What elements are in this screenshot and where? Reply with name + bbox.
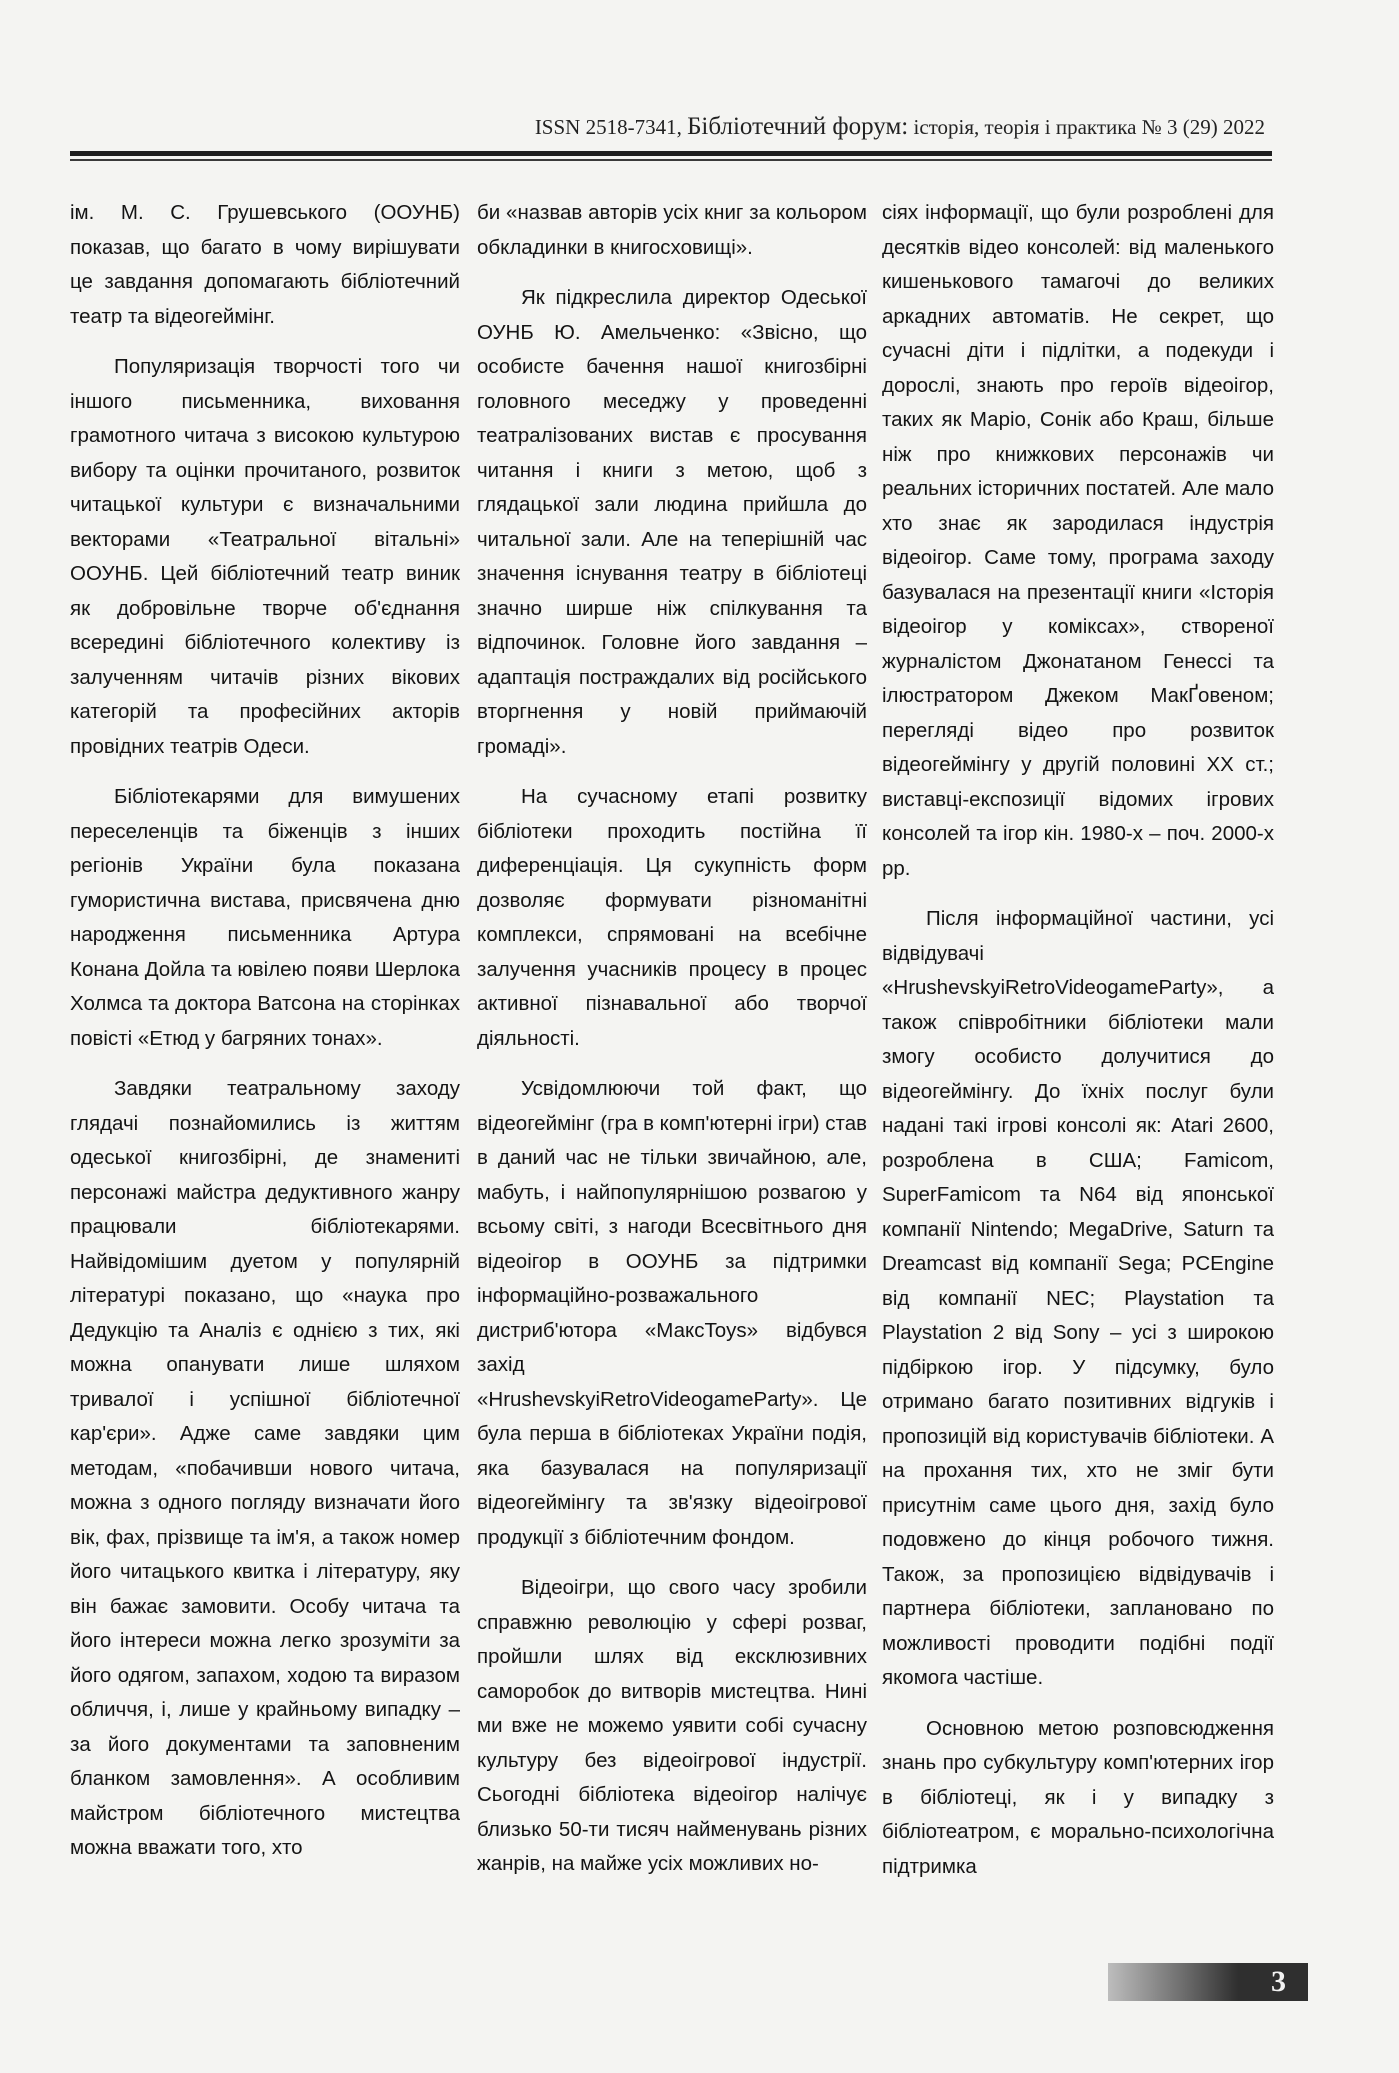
running-header [395,112,1265,142]
page-number-bar [1108,1963,1308,2001]
header-rule-thin [70,159,1272,161]
issn: ISSN 2518-7341, [534,115,682,139]
paragraph: ім. М. С. Грушевського (ООУНБ) показав, що багато в чому вирішувати це завдання допомагають бібліотечний театр та відеогеймінг. [70,201,460,328]
journal-subtitle: історія, теорія і практика № 3 (29) 2022 [913,115,1265,139]
header-rule-thick [70,151,1272,156]
paragraph: На сучасному етапі розвитку бібліотеки проходить постійна її диференціація. Ця сукупність форм дозволяє формувати різноманітні комплекси, спрямовані на всебічне залучення учасників процесу в процес активної пізнавальної або творчої діяльності. [477,785,867,1050]
paragraph: Бібліотекарями для вимушених переселенців та біженців з інших регіонів України була показана гумористична вистава, присвячена дню народження письменника Артура Конана Дойла та ювілею появи Шерлока Холмса та доктора Ватсона на сторінках повісті «Етюд у багряних тонах». [70,785,460,1050]
paragraph: сіях інформації, що були розроблені для десятків відео консолей: від маленького кишенькового тамагочі до великих аркадних автоматів. Не секрет, що сучасні діти і підлітки, а подекуди і дорослі, знають про героїв відеоігор, таких як Маріо, Сонік або Краш, більше ніж про книжкових персонажів чи реальних історичних постатей. Але мало хто знає як зародилася індустрія відеоігор. Саме тому, програма заходу базувалася на презентації книги «Історія відеоігор у коміксах», створеної журналістом Джонатаном Генессі та ілюстратором Джеком МакҐовеном; перегляді відео про розвиток відеогеймінгу у другій половині XX ст.; виставці-експозиції відомих ігрових консолей та ігор кін. 1980-х – поч. 2000-х рр. [882,201,1274,880]
paragraph: Після інформаційної частини, усі відвідувачі «HrushevskyiRetroVideogameParty», а також співробітники бібліотеки мали змогу особисто долучитися до відеогеймінгу. До їхніх послуг були надані такі ігрові консолі як: Atari 2600, розроблена в США; Famicom, SuperFamicom та N64 від японської компанії Nintendo; MegaDrive, Saturn та Dreamcast від компанії Sega; PCEngine від компанії NEC; Playstation та Playstation 2 від Sony – усі з широкою підбіркою ігор. У підсумку, було отримано багато позитивних відгуків і пропозицій від користувачів бібліотеки. А на прохання тих, хто не зміг бути присутнім саме цього дня, захід було подовжено до кінця робочого тижня. Також, за пропозицією відвідувачів і партнера бібліотеки, заплановано по можливості проводити подібні події якомога частіше. [882,907,1274,1689]
text-column-2 [477,196,867,1946]
journal-title: Бібліотечний форум: [687,113,909,140]
paragraph: Основною метою розповсюдження знань про субкультуру комп'ютерних ігор в бібліотеці, як і у випадку з бібліотеатром, є морально-психологічна підтримка [882,1716,1274,1878]
text-column-3 [882,196,1274,1946]
paragraph: Завдяки театральному заходу глядачі познайомились із життям одеської книгозбірні, де знамениті персонажі майстра дедуктивного жанру працювали бібліотекарями. Найвідомішим дуетом у популярній літературі показано, що «наука про Дедукцію та Аналіз є однією з тих, які можна опанувати лише шляхом тривалої і успішної бібліотечної кар'єри». Адже саме завдяки цим методам, «побачивши нового читача, можна з одного погляду визначати його вік, фах, прізвище та ім'я, а також номер його читацького квитка і літературу, яку він бажає замовити. Особу читача та його інтереси можна легко зрозуміти за його одягом, запахом, ходою та виразом обличчя, і, лише у крайньому випадку – за його документами та заповненим бланком замовлення». А особливим майстром бібліотечного мистецтва можна вважати того, хто [70,1077,460,1859]
page-number: 3 [1271,1965,1286,1998]
paragraph: би «назвав авторів усіх книг за кольором обкладинки в книгосховищі». [477,201,867,259]
paragraph: Популяризація творчості того чи іншого письменника, виховання грамотного читача з високою культурою вибору та оцінки прочитаного, розвиток читацької культури є визначальними векторами «Театральної вітальні» ООУНБ. Цей бібліотечний театр виник як добровільне творче об'єднання всередині бібліотечного колективу із залученням читачів різних вікових категорій та професійних акторів провідних театрів Одеси. [70,355,460,758]
paragraph: Відеоігри, що свого часу зробили справжню революцію у сфері розваг, пройшли шлях від ексклюзивних саморобок до витворів мистецтва. Нині ми вже не можемо уявити собі сучасну культуру без відеоігрової індустрії. Сьогодні бібліотека відеоігор налічує близько 50-ти тисяч найменувань різних жанрів, на майже усіх можливих но- [477,1576,867,1875]
text-column-1 [70,196,460,1946]
paragraph: Як підкреслила директор Одеської ОУНБ Ю. Амельченко: «Звісно, що особисте бачення нашої книгозбірні головного меседжу у проведенні театралізованих вистав є просування читання і книги з метою, щоб з глядацької зали людина прийшла до читальної зали. Але на теперішній час значення існування театру в бібліотеці значно ширше ніж спілкування та відпочинок. Головне його завдання – адаптація постраждалих від російського вторгнення у новій приймаючій громаді». [477,286,867,758]
paragraph: Усвідомлюючи той факт, що відеогеймінг (гра в комп'ютерні ігри) став в даний час не тільки звичайною, але, мабуть, і найпопулярнішою розвагою у всьому світі, з нагоди Всесвітнього дня відеоігор в ООУНБ за підтримки інформаційно-розважального дистриб'ютора «МаксToys» відбувся захід «HrushevskyiRetroVideogameParty». Це була перша в бібліотеках України подія, яка базувалася на популяризації відеогеймінгу та зв'язку відеоігрової продукції з бібліотечним фондом. [477,1077,867,1549]
